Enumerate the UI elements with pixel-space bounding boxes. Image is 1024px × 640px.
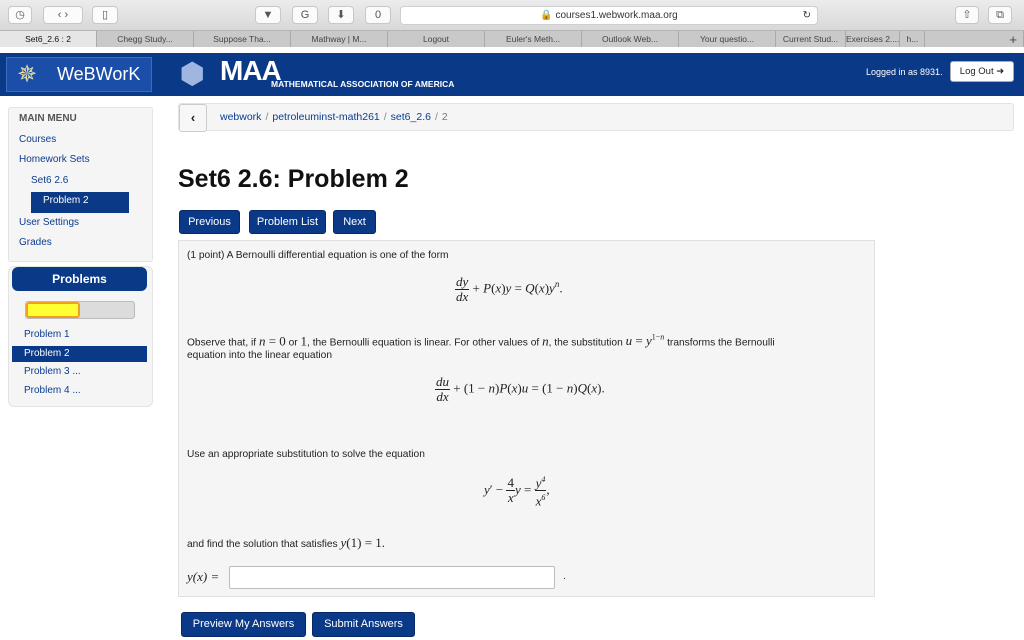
- problem-body: [178, 240, 875, 597]
- new-tab-button[interactable]: +: [925, 31, 1024, 47]
- tab[interactable]: h...: [900, 31, 925, 47]
- answer-label: y(x) =: [187, 569, 220, 584]
- preview-answers-button[interactable]: Preview My Answers: [181, 612, 306, 637]
- page-title: Set6 2.6: Problem 2: [178, 165, 409, 193]
- crumb-course[interactable]: petroleuminst-math261: [272, 111, 380, 123]
- previous-button[interactable]: Previous: [179, 210, 240, 234]
- progress-bar: [25, 301, 135, 319]
- intro-text: (1 point) A Bernoulli differential equation is one of the form: [187, 250, 449, 261]
- site-header: [0, 53, 1024, 96]
- pocket-icon[interactable]: ▼: [255, 6, 281, 24]
- logout-icon: ➜: [996, 66, 1005, 77]
- problems-panel: [8, 266, 153, 407]
- star-icon: ✵: [17, 61, 38, 88]
- bernoulli-form-equation: $\frac{dy}{dx}$ + $P(x)y = Q(x)y^n$.: [456, 274, 563, 304]
- problems-header[interactable]: Problems: [12, 267, 147, 291]
- answer-input[interactable]: [229, 566, 555, 589]
- reload-icon[interactable]: ↻: [802, 10, 811, 21]
- tab[interactable]: Euler's Meth...: [485, 31, 582, 47]
- maa-logo[interactable]: [180, 55, 281, 87]
- tab[interactable]: Chegg Study...: [97, 31, 194, 47]
- tab[interactable]: Set6_2.6 : 2: [0, 31, 97, 47]
- crumb-set[interactable]: set6_2.6: [390, 111, 431, 123]
- logged-in-text: Logged in as 8931.: [866, 67, 943, 77]
- menu-set[interactable]: Set6 2.6: [31, 175, 69, 186]
- menu-problem[interactable]: Problem 2: [31, 192, 129, 213]
- problem-link[interactable]: Problem 1: [24, 329, 70, 340]
- progress-fill: [26, 302, 80, 318]
- problem-link[interactable]: Problem 4 ...: [24, 385, 81, 396]
- linear-equation: $\frac{du}{dx}$ + (1 − n)P(x)u = (1 − n)Q(x).: [436, 374, 605, 404]
- main-menu: [8, 107, 153, 262]
- back-forward-buttons[interactable]: ‹ ›: [43, 6, 83, 24]
- period: .: [563, 571, 566, 582]
- browser-toolbar: [0, 0, 1024, 30]
- menu-courses[interactable]: Courses: [19, 134, 57, 145]
- breadcrumb: [178, 103, 1014, 131]
- address-bar[interactable]: 🔒 courses1.webwork.maa.org ↻: [400, 6, 818, 25]
- tab[interactable]: Outlook Web...: [582, 31, 679, 47]
- url-text: courses1.webwork.maa.org: [555, 10, 678, 21]
- instruction-text: Use an appropriate substitution to solve the equation: [187, 449, 425, 460]
- logout-button[interactable]: [950, 61, 1014, 82]
- tab[interactable]: Mathway | M...: [291, 31, 388, 47]
- problem-link-current[interactable]: Problem 2: [12, 346, 147, 362]
- tab[interactable]: Logout: [388, 31, 485, 47]
- back-chevron-icon[interactable]: ‹: [179, 104, 207, 132]
- observe-text: Observe that, if n = 0 or 1, the Bernoulli equation is linear. For other values of n, the substitution $u = y^{1-n}$ transforms the Bernoulli: [187, 333, 775, 349]
- logout-label: Log Out: [959, 66, 994, 77]
- tab[interactable]: Current Stud...: [776, 31, 846, 47]
- download-icon[interactable]: ⬇: [328, 6, 354, 24]
- share-icon[interactable]: ⇧: [955, 6, 979, 24]
- tab[interactable]: Exercises 2....: [846, 31, 900, 47]
- maa-subtitle: MATHEMATICAL ASSOCIATION OF AMERICA: [271, 79, 455, 89]
- tab-bar: [0, 30, 1024, 47]
- menu-user-settings[interactable]: User Settings: [19, 217, 80, 228]
- crumb-problem: 2: [441, 111, 448, 123]
- given-equation: y′ − $\frac{4}{x}$ y = $\frac{y^4}{x^6}$ ,: [484, 475, 550, 509]
- menu-grades[interactable]: Grades: [19, 237, 52, 248]
- polyhedron-icon: ⬢: [180, 58, 204, 89]
- tabs-icon[interactable]: ⧉: [988, 6, 1012, 24]
- condition-text: and find the solution that satisfies y(1) = 1.: [187, 535, 386, 550]
- breadcrumb-trail: webwork / petroleuminst-math261 / set6_2.6 / 2: [220, 111, 448, 123]
- history-icon[interactable]: ◷: [8, 6, 32, 24]
- tab[interactable]: Suppose Tha...: [194, 31, 291, 47]
- submit-answers-button[interactable]: Submit Answers: [312, 612, 415, 637]
- observe-text-2: equation into the linear equation: [187, 350, 333, 361]
- tab[interactable]: Your questio...: [679, 31, 776, 47]
- menu-title: MAIN MENU: [19, 113, 77, 124]
- sidebar-icon[interactable]: ▯: [92, 6, 118, 24]
- crumb-webwork[interactable]: webwork: [220, 111, 262, 123]
- problem-list-button[interactable]: Problem List: [249, 210, 326, 234]
- logo-text: WeBWorK: [57, 64, 141, 84]
- maa-text: MAA: [220, 55, 281, 86]
- next-button[interactable]: Next: [333, 210, 376, 234]
- problem-link[interactable]: Problem 3 ...: [24, 366, 81, 377]
- grammarly-icon[interactable]: G: [292, 6, 318, 24]
- menu-homework-sets[interactable]: Homework Sets: [19, 154, 90, 165]
- extension-icon[interactable]: 0: [365, 6, 391, 24]
- webwork-logo[interactable]: [6, 57, 152, 92]
